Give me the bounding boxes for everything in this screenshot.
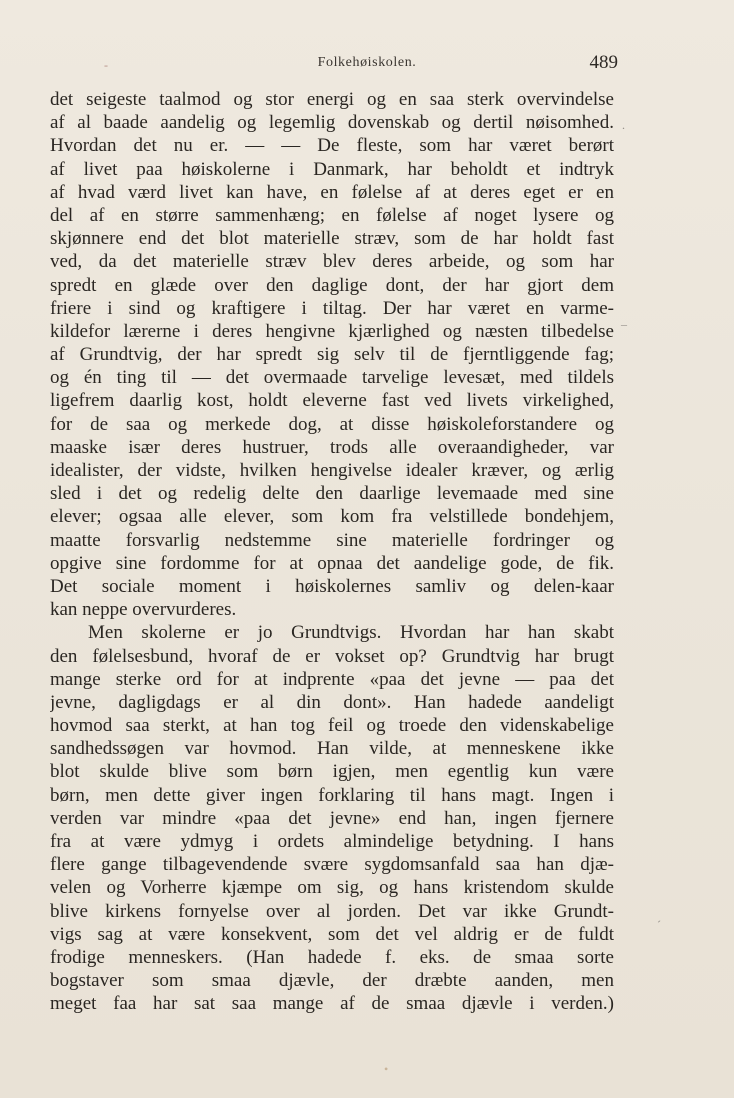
margin-mark: •: [384, 1062, 389, 1076]
page-number: 489: [589, 52, 618, 73]
margin-mark: _: [621, 313, 627, 327]
text-line: mange sterke ord for at indprente «paa det jevne — paa det: [50, 668, 614, 690]
text-line: ved, da det materielle stræv blev deres arbeide, og som har: [50, 251, 614, 273]
text-line: spredt en glæde over den daglige dont, der har gjort dem: [50, 274, 614, 296]
text-line: sled i det og redelig delte den daarlige levemaade med sine: [50, 483, 614, 505]
running-header: [0, 52, 734, 76]
text-line: det seigeste taalmod og stor energi og en saa sterk overvindelse: [50, 89, 614, 110]
text-line: af livet paa høiskolerne i Danmark, har beholdt et indtryk: [50, 158, 614, 180]
text-line: bogstaver som smaa djævle, der dræbte aanden, men: [50, 970, 614, 992]
text-line: blive kirkens fornyelse over al jorden. Det var ikke Grundt-: [50, 900, 614, 922]
text-line: Hvordan det nu er. — — De fleste, som har været berørt: [50, 135, 614, 157]
text-line: meget faa har sat saa mange af de smaa djævle i verden.): [50, 993, 614, 1015]
header-left-mark: -: [104, 58, 108, 72]
text-line: af al baade aandelig og legemlig dovenskab og dertil nøisomhed.: [50, 112, 614, 134]
text-line: velen og Vorherre kjæmpe om sig, og hans kristendom skulde: [50, 877, 614, 899]
text-line: Det sociale moment i høiskolernes samliv og delen-kaar: [50, 575, 614, 597]
text-line: maaske især deres hustruer, trods alle overaandigheder, var: [50, 436, 614, 458]
text-line: sandhedssøgen var hovmod. Han vilde, at menneskene ikke: [50, 738, 614, 760]
text-line: af hvad værd livet kan have, en følelse af at deres eget er en: [50, 181, 614, 203]
text-line: ligefrem daarlig kost, holdt eleverne fast ved livets virkelighed,: [50, 390, 614, 412]
text-line: den følelsesbund, hvoraf de er vokset op? Grundtvig har brugt: [50, 645, 614, 667]
text-line: verden var mindre «paa det jevne» end han, ingen fjernere: [50, 807, 614, 829]
running-title: Folkehøiskolen.: [317, 55, 417, 70]
text-line: jevne, dagligdags er al din dont». Han hadede aandeligt: [50, 691, 614, 713]
margin-mark: .: [622, 118, 625, 132]
text-line: hovmod saa sterkt, at han tog feil og troede den videnskabelige: [50, 715, 614, 737]
text-line: frodige menneskers. (Han hadede f. eks. de smaa sorte: [50, 946, 614, 968]
text-line: og én ting til — det overmaade tarvelige levesæt, med tildels: [50, 367, 614, 389]
text-line: børn, men dette giver ingen forklaring til hans magt. Ingen i: [50, 784, 614, 806]
text-line: idealister, der vidste, hvilken hengivelse idealer kræver, og ærlig: [50, 460, 614, 481]
text-line: skjønnere end det blot materielle stræv, som de har holdt fast: [50, 228, 614, 250]
text-line: kildefor lærerne i deres hengivne kjærlighed og næsten tilbedelse: [50, 320, 614, 342]
text-line: flere gange tilbagevendende svære sygdomsanfald saa han djæ-: [50, 854, 614, 876]
text-line: vigs sag at være konsekvent, som det vel aldrig er de fuldt: [50, 923, 614, 945]
text-line: blot skulde blive som børn igjen, men egentlig kun være: [50, 761, 614, 783]
paragraph-start-line: Men skolerne er jo Grundtvigs. Hvordan har han skabt: [88, 622, 614, 644]
text-line: del af en større sammenhæng; en følelse af noget lysere og: [50, 204, 614, 226]
text-line: opgive sine fordomme for at opnaa det aandelige gode, de fik.: [50, 552, 614, 574]
text-line: for de saa og merkede dog, at disse høiskoleforstandere og: [50, 413, 614, 435]
body-text: [50, 88, 614, 1016]
text-line: friere i sind og kraftigere i tiltag. Der har været en varme-: [50, 297, 614, 319]
paragraph-end-line: kan neppe overvurderes.: [50, 599, 237, 621]
text-line: fra at være ydmyg i ordets almindelige betydning. I hans: [50, 831, 614, 852]
text-line: elever; ogsaa alle elever, som kom fra velstillede bondehjem,: [50, 506, 614, 528]
text-line: af Grundtvig, der har spredt sig selv til de fjerntliggende fag;: [50, 344, 614, 366]
text-line: maatte forsvarlig nedstemme sine materielle fordringer og: [50, 529, 614, 551]
margin-mark: ´: [657, 918, 661, 932]
